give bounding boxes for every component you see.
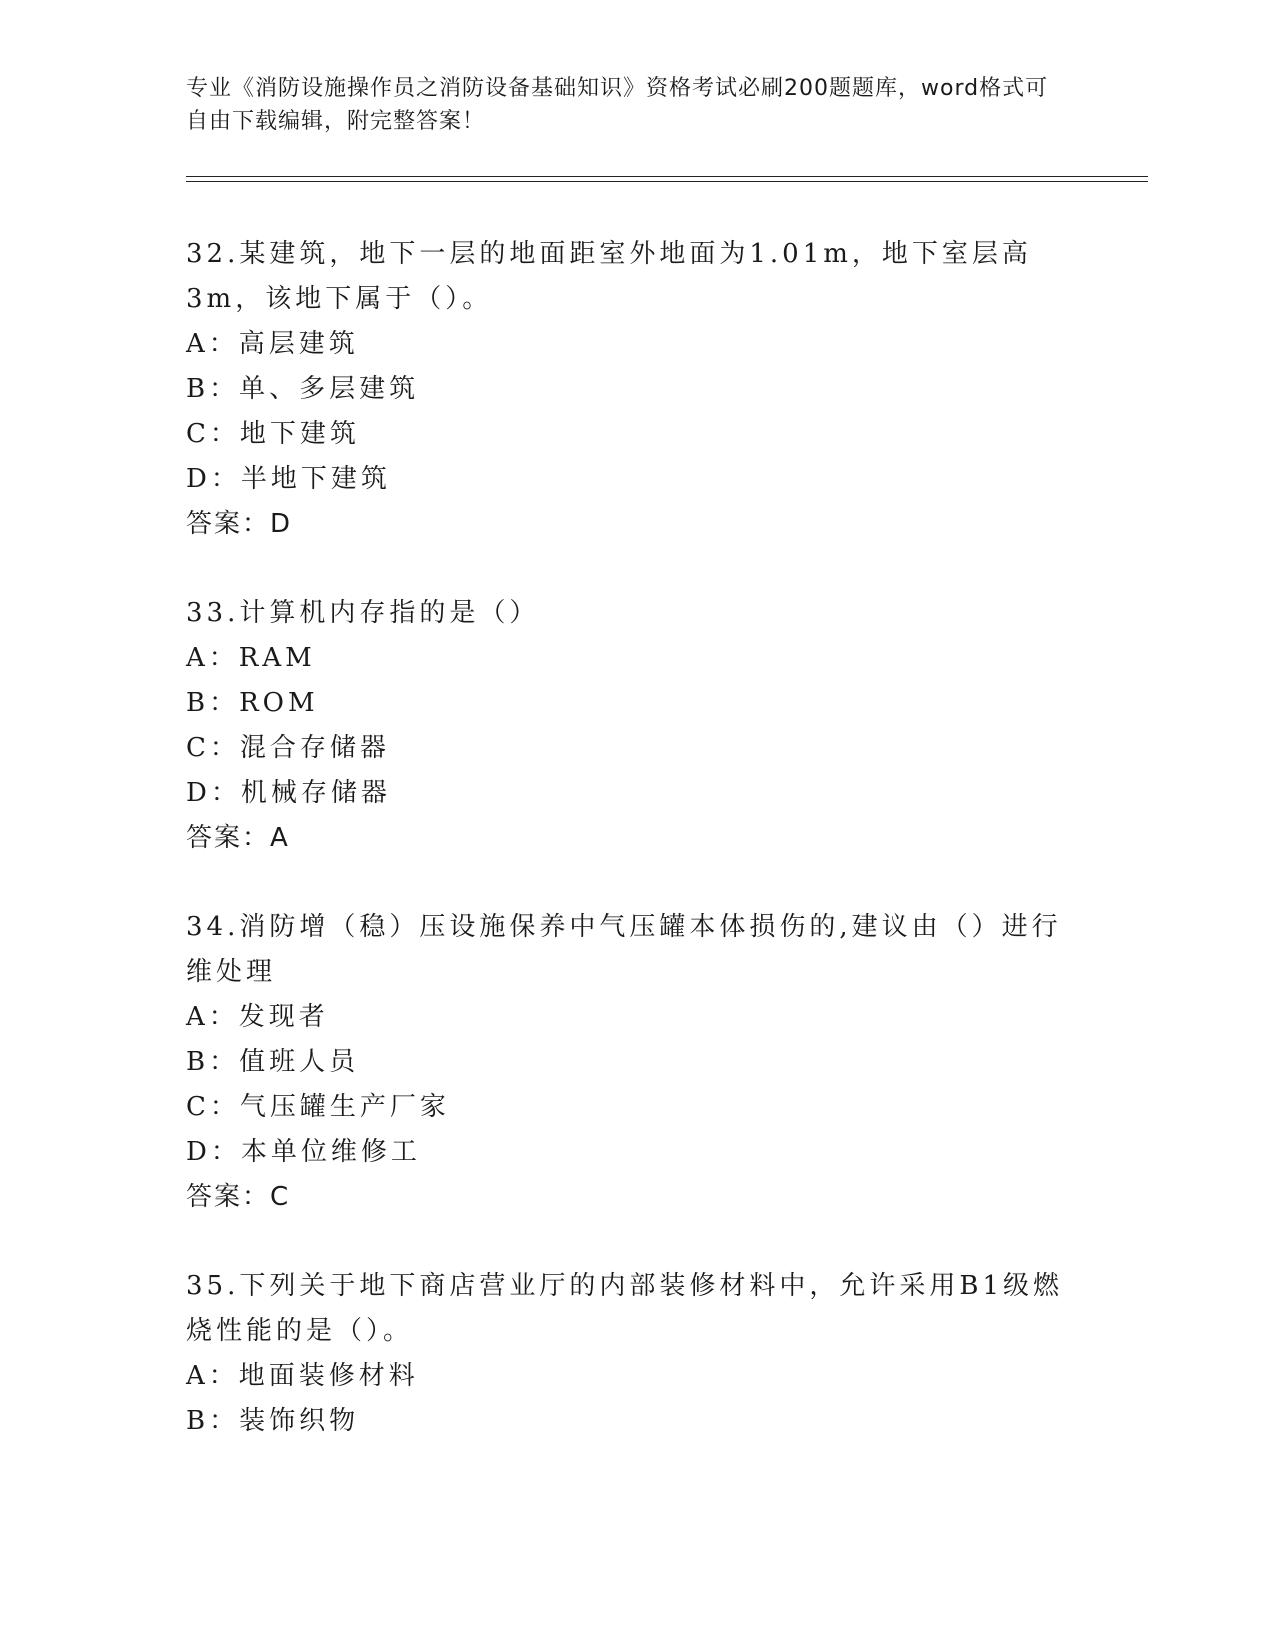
option-a: A：高层建筑: [186, 329, 359, 359]
option-c: C：地下建筑: [186, 419, 360, 449]
document-header: 专业《消防设施操作员之消防设备基础知识》资格考试必刷200题题库，word格式可自由下载编辑，附完整答案！: [186, 76, 1049, 134]
question-text: 34.消防增（稳）压设施保养中气压罐本体损伤的,建议由（）进行维处理: [186, 912, 1062, 987]
option-a: A：RAM: [186, 643, 316, 673]
option-c: C：气压罐生产厂家: [186, 1092, 450, 1122]
question-text: 35.下列关于地下商店营业厅的内部装修材料中，允许采用B1级燃烧性能的是（）。: [186, 1271, 1063, 1346]
question-list: [186, 232, 1086, 1488]
answer-line: 答案：D: [186, 509, 293, 539]
option-d: D：机械存储器: [186, 778, 391, 808]
question-35: [186, 1264, 1086, 1444]
question-32: [186, 232, 1086, 547]
question-33: [186, 591, 1086, 861]
option-b: B：单、多层建筑: [186, 374, 420, 404]
option-b: B：ROM: [186, 688, 319, 718]
option-c: C：混合存储器: [186, 733, 390, 763]
answer-line: 答案：A: [186, 823, 290, 853]
option-d: D：半地下建筑: [186, 464, 391, 494]
option-a: A：发现者: [186, 1002, 329, 1032]
option-a: A：地面装修材料: [186, 1361, 419, 1391]
header-divider-top: [186, 176, 1148, 177]
option-b: B：装饰织物: [186, 1406, 360, 1436]
option-b: B：值班人员: [186, 1047, 360, 1077]
question-text: 33.计算机内存指的是（）: [186, 598, 540, 628]
question-text: 32.某建筑，地下一层的地面距室外地面为1.01m，地下室层高3m，该地下属于（）。: [186, 239, 1032, 314]
question-34: [186, 905, 1086, 1220]
option-d: D：本单位维修工: [186, 1137, 421, 1167]
answer-line: 答案：C: [186, 1182, 291, 1212]
header-divider-bottom: [186, 181, 1148, 182]
